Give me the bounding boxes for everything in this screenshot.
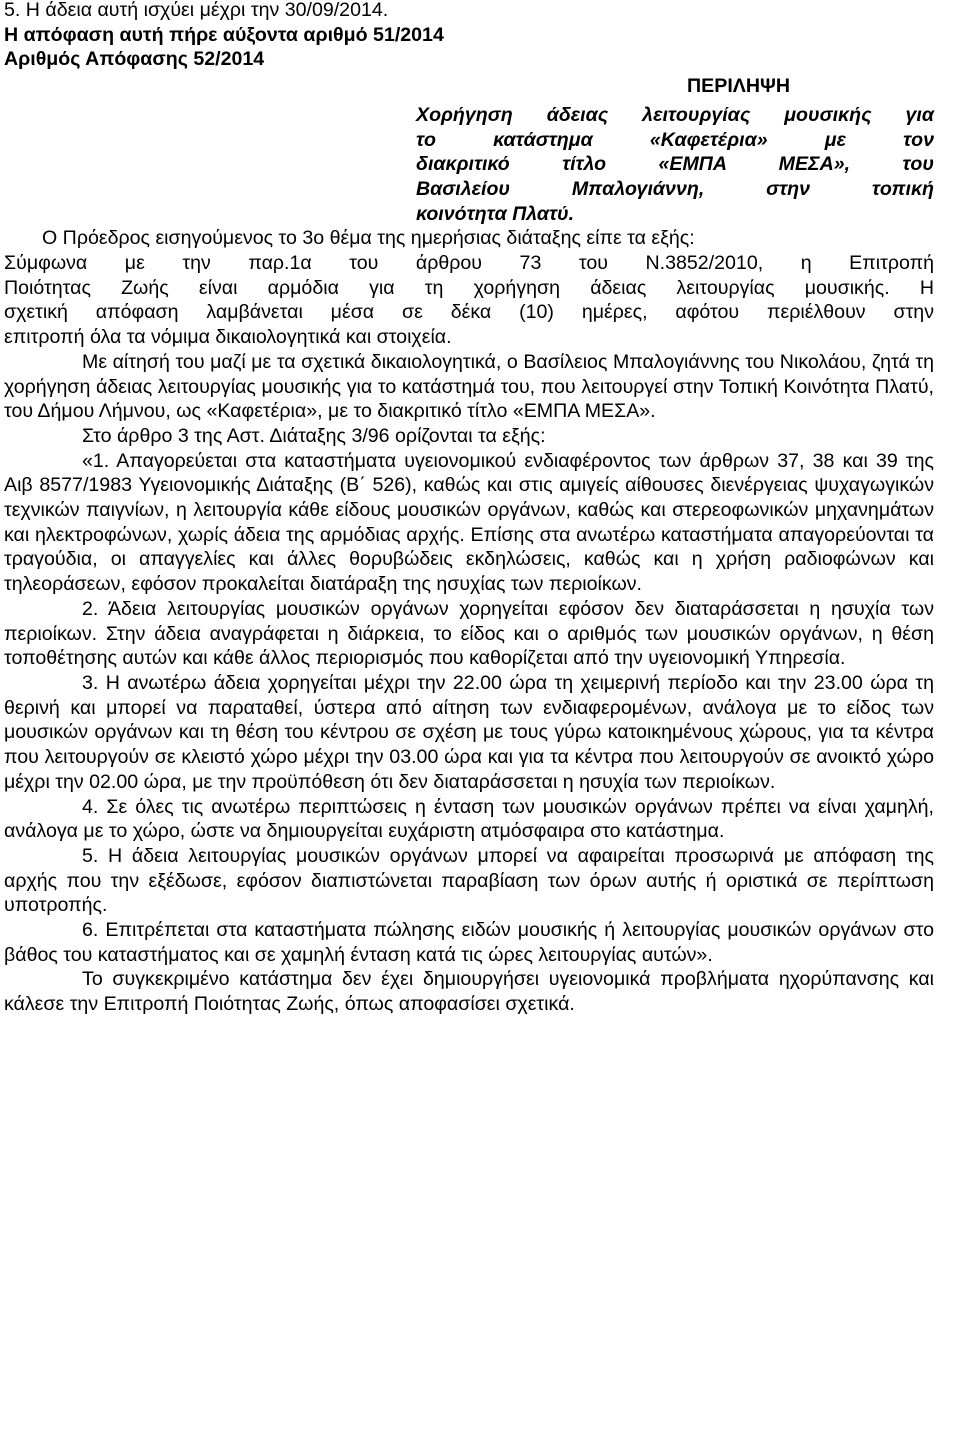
application-paragraph: Με αίτησή του μαζί με τα σχετικά δικαιολογητικά, ο Βασίλειος Μπαλογιάννης του Νικολάου, ζητά τη χορήγηση άδειας λειτουργίας μουσικής για το κατάστημά του, που λειτουργεί στην Τοπική Κοινότητα Πλατύ, του Δήμου Λήμνου, ως «Καφετέρια», με το διακριτικό τίτλο «ΕΜΠΑ ΜΕΣΑ».: [4, 350, 934, 423]
clause-3-paragraph: 3. Η ανωτέρω άδεια χορηγείται μέχρι την 22.00 ώρα τη χειμερινή περίοδο και την 23.00 ώρα τη θερινή και μπορεί να παραταθεί, ύστερα από αίτηση των ενδιαφερομένων, ανάλογα με το είδος των μουσικών οργάνων και τη θέση του κέντρου σε σχέση με τους γύρω κατοικημένους χώρους, για τα κέντρα που λειτουργούν σε κλειστό χώρο μέχρι την 03.00 ώρα και για τα κέντρα που λειτουργούν σε ανοικτό χώρο μέχρι την 02.00 ώρα, με την προϋπόθεση ότι δεν διαταράσσεται η ησυχία των περιοίκων.: [4, 671, 934, 793]
clause-1-paragraph: «1. Απαγορεύεται στα καταστήματα υγειονομικού ενδιαφέροντος των άρθρων 37, 38 και 39 της Αιβ 8577/1983 Υγειονομικής Διάταξης (Β΄ 526), καθώς και στις αμιγείς αίθουσες διενέργειας ψυχαγωγικών τεχνικών παιγνίων, η λειτουργία κάθε είδους μουσικών οργάνων, καθώς και στερεοφωνικών μηχανημάτων και ηλεκτροφώνων, χωρίς άδεια της αρμόδιας αρχής. Επίσης στα ανωτέρω καταστήματα απαγορεύονται τα τραγούδια, οι απαγγελίες και άλλες θορυβώδεις εκδηλώσεις, καθώς και η χρήση ραδιοφώνων και τηλεοράσεων, εφόσον προκαλείται διατάραξη της ησυχίας των περιοίκων.: [4, 449, 934, 596]
body-line: σχετική απόφαση λαμβάνεται μέσα σε δέκα (10) ημέρες, αφότου περιέλθουν στην: [4, 301, 934, 324]
summary-line: διακριτικό τίτλο «ΕΜΠΑ ΜΕΣΑ», του: [416, 153, 934, 176]
clause-2-paragraph: 2. Άδεια λειτουργίας μουσικών οργάνων χορηγείται εφόσον δεν διαταράσσεται η ησυχία των περιοίκων. Στην άδεια αναγράφεται η διάρκεια, το είδος και ο αριθμός των μουσικών οργάνων, η θέση τοποθέτησης αυτών και κάθε άλλος περιορισμός που καθορίζεται από την υγειονομική Υπηρεσία.: [4, 597, 934, 670]
document-page: [4, 0, 934, 1017]
conclusion-paragraph: Το συγκεκριμένο κατάστημα δεν έχει δημιουργήσει υγειονομικά προβλήματα ηχορύπανσης και κάλεσε την Επιτροπή Ποιότητας Ζωής, όπως αποφασίσει σχετικά.: [4, 968, 934, 1016]
summary-block: [416, 103, 934, 227]
clause-5-paragraph: 5. Η άδεια λειτουργίας μουσικών οργάνων μπορεί να αφαιρείται προσωρινά με απόφαση της αρχής που την εξέδωσε, εφόσον διαπιστώνεται παραβίαση των όρων αυτής ή οριστικά σε περίπτωση υποτροπής.: [4, 844, 934, 917]
body-line: Ποιότητας Ζωής είναι αρμόδια για τη χορήγηση άδειας λειτουργίας μουσικής. Η: [4, 276, 934, 299]
clause-4-paragraph: 4. Σε όλες τις ανωτέρω περιπτώσεις η ένταση των μουσικών οργάνων πρέπει να είναι χαμηλή, ανάλογα με το χώρο, ώστε να δημιουργείται ευχάριστη ατμόσφαιρα στο κατάστημα.: [4, 795, 934, 843]
summary-line: το κατάστημα «Καφετέρια» με τον: [416, 128, 934, 151]
summary-line: Χορήγηση άδειας λειτουργίας μουσικής για: [416, 103, 934, 126]
intro-line: Ο Πρόεδρος εισηγούμενος το 3ο θέμα της ημερήσιας διάταξης είπε τα εξής:: [42, 227, 695, 250]
summary-title: ΠΕΡΙΛΗΨΗ: [687, 75, 790, 98]
summary-line: κοινότητα Πλατύ.: [416, 202, 575, 225]
article-intro-paragraph: Στο άρθρο 3 της Αστ. Διάταξης 3/96 ορίζονται τα εξής:: [82, 424, 546, 447]
body-line: επιτροπή όλα τα νόμιμα δικαιολογητικά και στοιχεία.: [4, 326, 452, 349]
serial-number-line: Η απόφαση αυτή πήρε αύξοντα αριθμό 51/2014: [4, 23, 444, 46]
clause-6-paragraph: 6. Επιτρέπεται στα καταστήματα πώλησης ειδών μουσικής ή λειτουργίας μουσικών οργάνων στο βάθος του καταστήματος και σε χαμηλή ένταση κατά τις ώρες λειτουργίας αυτών».: [4, 919, 934, 966]
validity-line: 5. Η άδεια αυτή ισχύει μέχρι την 30/09/2014.: [4, 0, 389, 21]
body-line: Σύμφωνα με την παρ.1α του άρθρου 73 του Ν.3852/2010, η Επιτροπή: [4, 252, 934, 275]
summary-line: Βασιλείου Μπαλογιάννη, στην τοπική: [416, 177, 934, 200]
decision-number-line: Αριθμός Απόφασης 52/2014: [4, 48, 265, 71]
